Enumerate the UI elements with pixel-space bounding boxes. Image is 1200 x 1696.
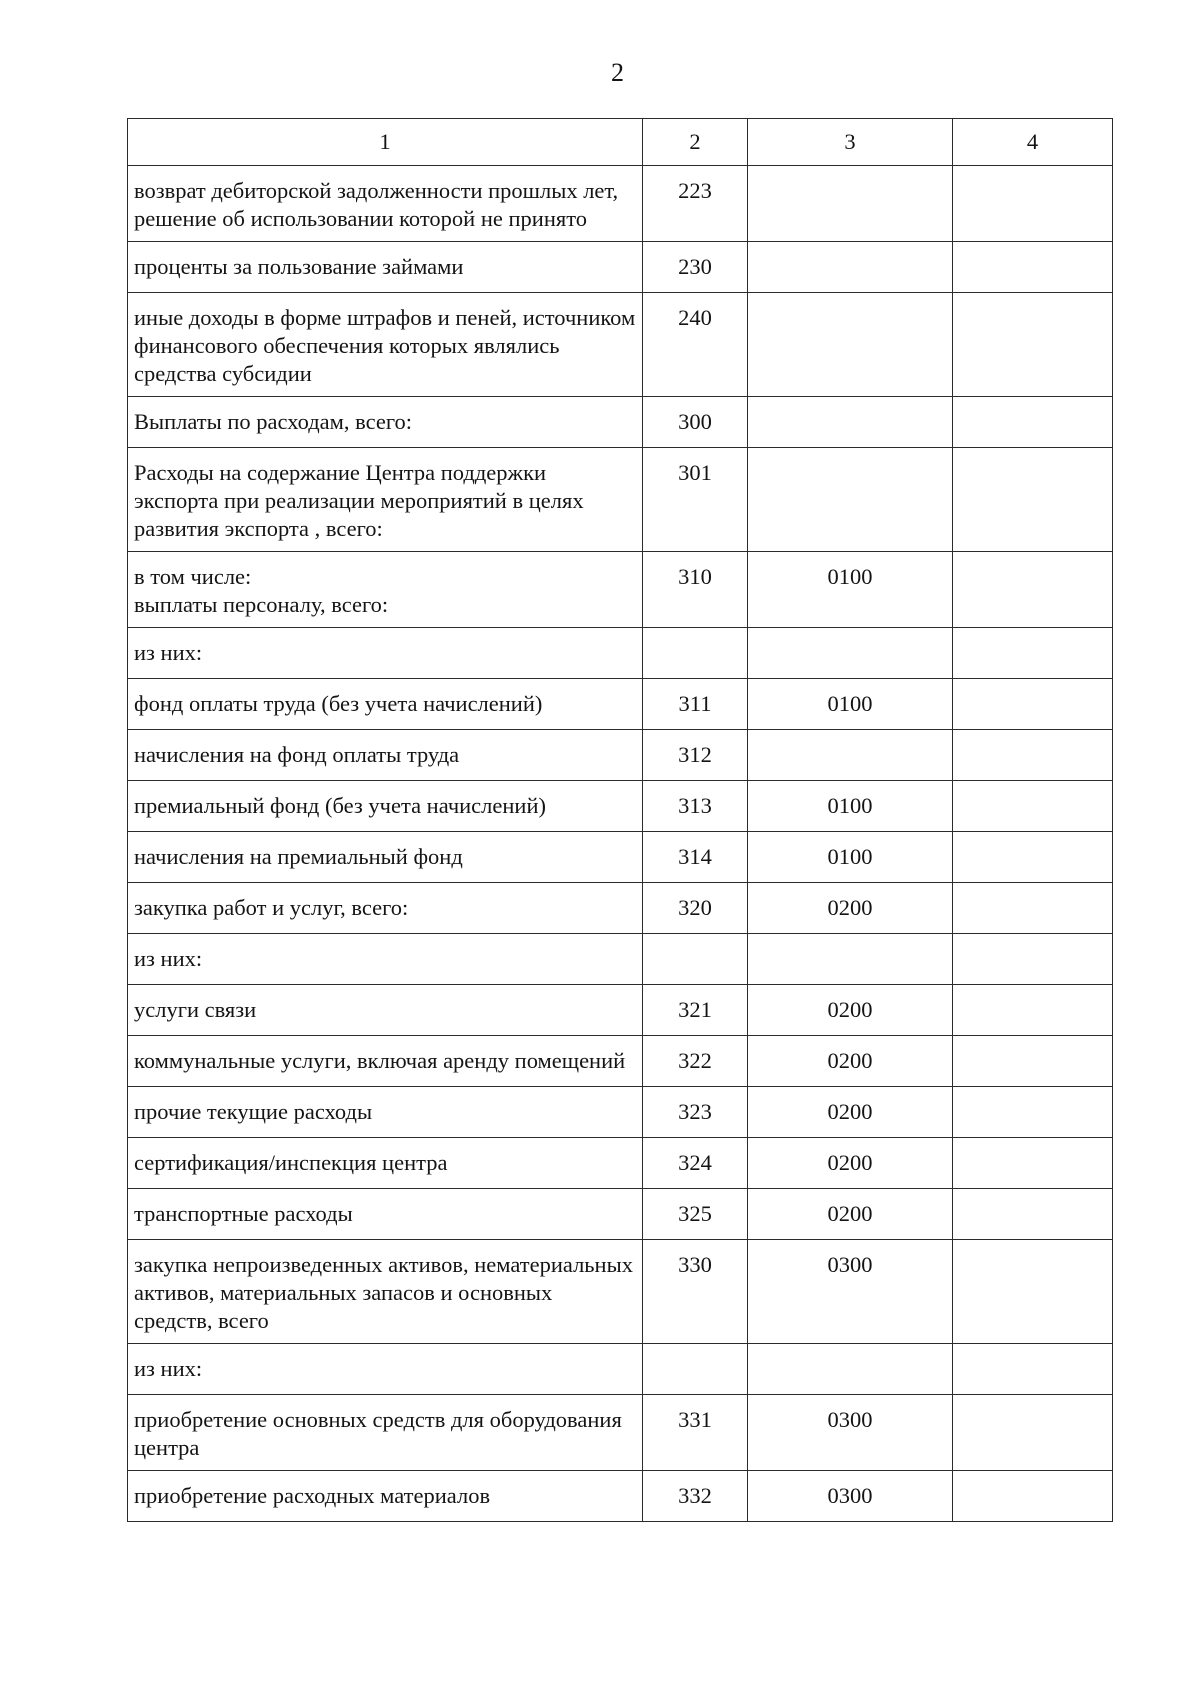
- sub-code-cell: [748, 242, 953, 293]
- name-cell: возврат дебиторской задолженности прошлых лет, решение об использовании которой не принято: [128, 166, 643, 242]
- code-cell: 325: [643, 1189, 748, 1240]
- value-cell: [953, 166, 1113, 242]
- name-cell: закупка непроизведенных активов, нематериальных активов, материальных запасов и основных средств, всего: [128, 1240, 643, 1344]
- value-cell: [953, 832, 1113, 883]
- name-cell: коммунальные услуги, включая аренду помещений: [128, 1036, 643, 1087]
- code-cell: 313: [643, 781, 748, 832]
- value-cell: [953, 448, 1113, 552]
- table-header-row: [128, 119, 1113, 166]
- sub-code-cell: 0200: [748, 883, 953, 934]
- code-cell: 230: [643, 242, 748, 293]
- code-cell: 322: [643, 1036, 748, 1087]
- sub-code-cell: 0200: [748, 1036, 953, 1087]
- table-row: [128, 883, 1113, 934]
- value-cell: [953, 781, 1113, 832]
- table-row: [128, 552, 1113, 628]
- column-header-2: 2: [643, 119, 748, 166]
- value-cell: [953, 242, 1113, 293]
- name-cell: фонд оплаты труда (без учета начислений): [128, 679, 643, 730]
- name-cell: начисления на фонд оплаты труда: [128, 730, 643, 781]
- sub-code-cell: [748, 934, 953, 985]
- value-cell: [953, 1344, 1113, 1395]
- sub-code-cell: [748, 166, 953, 242]
- value-cell: [953, 1087, 1113, 1138]
- sub-code-cell: [748, 448, 953, 552]
- code-cell: 314: [643, 832, 748, 883]
- table-row: [128, 985, 1113, 1036]
- code-cell: [643, 628, 748, 679]
- table-row: [128, 1189, 1113, 1240]
- name-cell: из них:: [128, 934, 643, 985]
- name-cell: приобретение основных средств для оборудования центра: [128, 1395, 643, 1471]
- sub-code-cell: [748, 628, 953, 679]
- name-cell: иные доходы в форме штрафов и пеней, источником финансового обеспечения которых являлись средства субсидии: [128, 293, 643, 397]
- table-row: [128, 730, 1113, 781]
- sub-code-cell: [748, 1344, 953, 1395]
- page-number: 2: [611, 58, 624, 87]
- code-cell: 321: [643, 985, 748, 1036]
- sub-code-cell: [748, 397, 953, 448]
- name-cell: в том числе: выплаты персоналу, всего:: [128, 552, 643, 628]
- value-cell: [953, 1395, 1113, 1471]
- value-cell: [953, 397, 1113, 448]
- table-row: [128, 448, 1113, 552]
- table-row: [128, 1087, 1113, 1138]
- code-cell: 320: [643, 883, 748, 934]
- name-cell: премиальный фонд (без учета начислений): [128, 781, 643, 832]
- name-cell: из них:: [128, 628, 643, 679]
- table-row: [128, 832, 1113, 883]
- value-cell: [953, 985, 1113, 1036]
- value-cell: [953, 628, 1113, 679]
- code-cell: 312: [643, 730, 748, 781]
- code-cell: [643, 934, 748, 985]
- name-cell: сертификация/инспекция центра: [128, 1138, 643, 1189]
- code-cell: 324: [643, 1138, 748, 1189]
- column-header-4: 4: [953, 119, 1113, 166]
- value-cell: [953, 1240, 1113, 1344]
- name-cell: приобретение расходных материалов: [128, 1471, 643, 1522]
- code-cell: 310: [643, 552, 748, 628]
- table-body: [128, 166, 1113, 1522]
- sub-code-cell: 0300: [748, 1395, 953, 1471]
- table-row: [128, 1344, 1113, 1395]
- table-row: [128, 1138, 1113, 1189]
- table-row: [128, 242, 1113, 293]
- code-cell: 240: [643, 293, 748, 397]
- table-row: [128, 1471, 1113, 1522]
- value-cell: [953, 730, 1113, 781]
- name-cell: закупка работ и услуг, всего:: [128, 883, 643, 934]
- table-row: [128, 1240, 1113, 1344]
- code-cell: 330: [643, 1240, 748, 1344]
- sub-code-cell: 0100: [748, 552, 953, 628]
- value-cell: [953, 1036, 1113, 1087]
- name-cell: проценты за пользование займами: [128, 242, 643, 293]
- code-cell: 301: [643, 448, 748, 552]
- sub-code-cell: [748, 293, 953, 397]
- name-cell: прочие текущие расходы: [128, 1087, 643, 1138]
- table-row: [128, 781, 1113, 832]
- code-cell: 300: [643, 397, 748, 448]
- sub-code-cell: 0200: [748, 1087, 953, 1138]
- value-cell: [953, 1138, 1113, 1189]
- name-cell: начисления на премиальный фонд: [128, 832, 643, 883]
- table-row: [128, 679, 1113, 730]
- value-cell: [953, 1189, 1113, 1240]
- table-row: [128, 1395, 1113, 1471]
- code-cell: 311: [643, 679, 748, 730]
- table-row: [128, 166, 1113, 242]
- column-header-3: 3: [748, 119, 953, 166]
- table-row: [128, 1036, 1113, 1087]
- budget-table: [127, 118, 1113, 1522]
- sub-code-cell: 0300: [748, 1471, 953, 1522]
- value-cell: [953, 293, 1113, 397]
- code-cell: [643, 1344, 748, 1395]
- code-cell: 223: [643, 166, 748, 242]
- table-row: [128, 934, 1113, 985]
- code-cell: 332: [643, 1471, 748, 1522]
- table-row: [128, 397, 1113, 448]
- sub-code-cell: [748, 730, 953, 781]
- table-row: [128, 293, 1113, 397]
- value-cell: [953, 934, 1113, 985]
- table-row: [128, 628, 1113, 679]
- column-header-1: 1: [128, 119, 643, 166]
- value-cell: [953, 883, 1113, 934]
- name-cell: услуги связи: [128, 985, 643, 1036]
- value-cell: [953, 552, 1113, 628]
- value-cell: [953, 679, 1113, 730]
- code-cell: 331: [643, 1395, 748, 1471]
- code-cell: 323: [643, 1087, 748, 1138]
- sub-code-cell: 0200: [748, 1189, 953, 1240]
- name-cell: транспортные расходы: [128, 1189, 643, 1240]
- name-cell: из них:: [128, 1344, 643, 1395]
- name-cell: Выплаты по расходам, всего:: [128, 397, 643, 448]
- sub-code-cell: 0300: [748, 1240, 953, 1344]
- sub-code-cell: 0200: [748, 1138, 953, 1189]
- sub-code-cell: 0100: [748, 679, 953, 730]
- sub-code-cell: 0200: [748, 985, 953, 1036]
- sub-code-cell: 0100: [748, 781, 953, 832]
- name-cell: Расходы на содержание Центра поддержки экспорта при реализации мероприятий в целях развития экспорта , всего:: [128, 448, 643, 552]
- value-cell: [953, 1471, 1113, 1522]
- sub-code-cell: 0100: [748, 832, 953, 883]
